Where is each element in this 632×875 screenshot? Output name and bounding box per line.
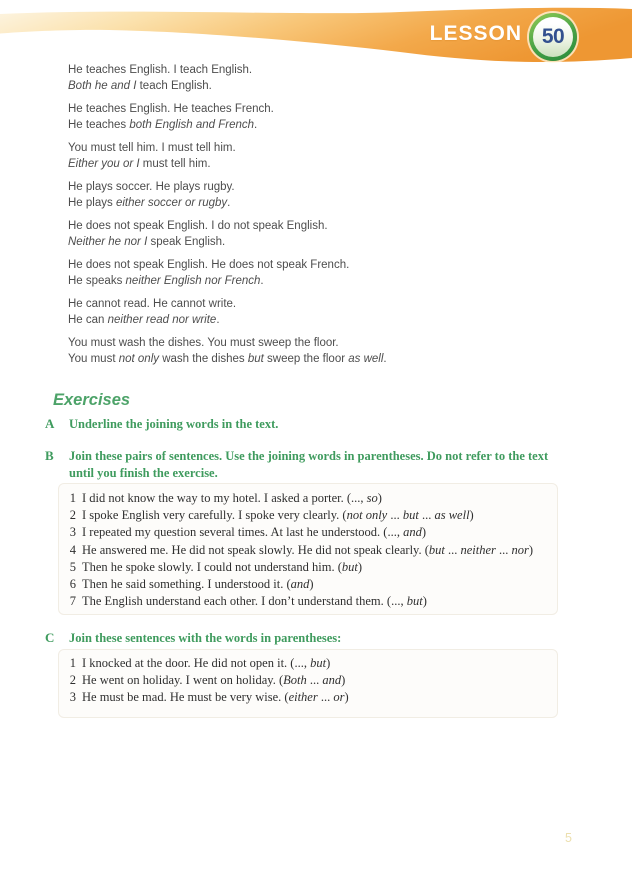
example-joined-line: Both he and I teach English. — [68, 80, 212, 92]
example-joined-line: He can neither read nor write. — [68, 314, 220, 326]
exercise-item — [67, 490, 557, 507]
item-text: Then he spoke slowly. I could not understand him. (but) — [82, 559, 363, 574]
example-source-line: You must tell him. I must tell him. — [68, 142, 236, 154]
example-source-line: You must wash the dishes. You must sweep the floor. — [68, 337, 339, 349]
example-source-line: He teaches English. I teach English. — [68, 64, 253, 76]
example-source-line: He does not speak English. He does not speak French. — [68, 259, 350, 271]
item-number: 3 — [69, 525, 76, 540]
example-source-line: He plays soccer. He plays rugby. — [68, 181, 235, 193]
exercises-heading: Exercises — [53, 391, 131, 409]
item-number: 2 — [69, 508, 76, 523]
exercise-item — [67, 689, 557, 706]
example-pair — [68, 296, 568, 328]
exercise-item — [67, 542, 557, 559]
example-joined-line: He teaches both English and French. — [68, 119, 258, 131]
example-sentences — [68, 62, 568, 374]
section-instruction: Join these pairs of sentences. Use the joining words in parentheses. Do not refer to the text until you finish the exercise. — [69, 449, 549, 480]
example-source-line: He teaches English. He teaches French. — [68, 103, 274, 115]
item-number: 7 — [69, 594, 76, 609]
example-pair — [68, 179, 568, 211]
section-b-item-list — [58, 483, 558, 615]
exercise-item — [67, 593, 557, 610]
item-number: 2 — [69, 673, 76, 688]
lesson-label: LESSON — [429, 22, 522, 45]
example-joined-line: He plays either soccer or rugby. — [68, 197, 231, 209]
example-pair — [68, 101, 568, 133]
item-text: I spoke English very carefully. I spoke very clearly. (not only ... but ... as well) — [82, 508, 474, 523]
exercise-section-c — [45, 630, 561, 647]
item-text: I repeated my question several times. At last he understood. (..., and) — [82, 525, 427, 540]
section-letter: B — [45, 448, 54, 463]
example-joined-line: You must not only wash the dishes but sweep the floor as well. — [68, 353, 387, 365]
exercise-item — [67, 576, 557, 593]
example-pair — [68, 257, 568, 289]
item-text: I knocked at the door. He did not open it. (..., but) — [82, 656, 331, 670]
section-instruction: Join these sentences with the words in parentheses: — [69, 631, 342, 645]
item-text: He answered me. He did not speak slowly. He did not speak clearly. (but ... neither ... nor) — [82, 542, 534, 557]
page-number: 5 — [565, 831, 572, 845]
lesson-number-badge-inner — [533, 17, 573, 57]
item-number: 5 — [69, 559, 76, 574]
item-number: 1 — [69, 656, 76, 670]
item-text: He went on holiday. I went on holiday. (Both ... and) — [82, 673, 346, 688]
item-text: He must be mad. He must be very wise. (either ... or) — [82, 690, 349, 705]
exercise-item — [67, 559, 557, 576]
item-text: I did not know the way to my hotel. I asked a porter. (..., so) — [82, 491, 382, 505]
item-number: 6 — [69, 577, 76, 592]
exercise-item — [67, 524, 557, 541]
exercise-item — [67, 655, 557, 672]
example-joined-line: He speaks neither English nor French. — [68, 275, 264, 287]
example-pair — [68, 62, 568, 94]
example-joined-line: Either you or I must tell him. — [68, 158, 211, 170]
exercise-section-b — [45, 448, 561, 482]
exercise-section-a — [45, 416, 561, 433]
item-text: The English understand each other. I don’t understand them. (..., but) — [82, 594, 427, 609]
example-pair — [68, 218, 568, 250]
section-letter: A — [45, 416, 55, 431]
example-joined-line: Neither he nor I speak English. — [68, 236, 226, 248]
example-pair — [68, 335, 568, 367]
example-pair — [68, 140, 568, 172]
section-instruction: Underline the joining words in the text. — [69, 417, 279, 431]
exercise-item — [67, 507, 557, 524]
example-source-line: He cannot read. He cannot write. — [68, 298, 237, 310]
example-source-line: He does not speak English. I do not speak English. — [68, 220, 328, 232]
lesson-number: 50 — [541, 25, 565, 48]
lesson-number-badge — [529, 13, 577, 61]
item-number: 4 — [69, 542, 76, 557]
section-letter: C — [45, 630, 55, 645]
item-text: Then he said something. I understood it. (and) — [82, 577, 314, 592]
item-number: 1 — [69, 491, 76, 505]
section-c-item-list — [58, 649, 558, 718]
item-number: 3 — [69, 690, 76, 705]
exercise-item — [67, 672, 557, 689]
